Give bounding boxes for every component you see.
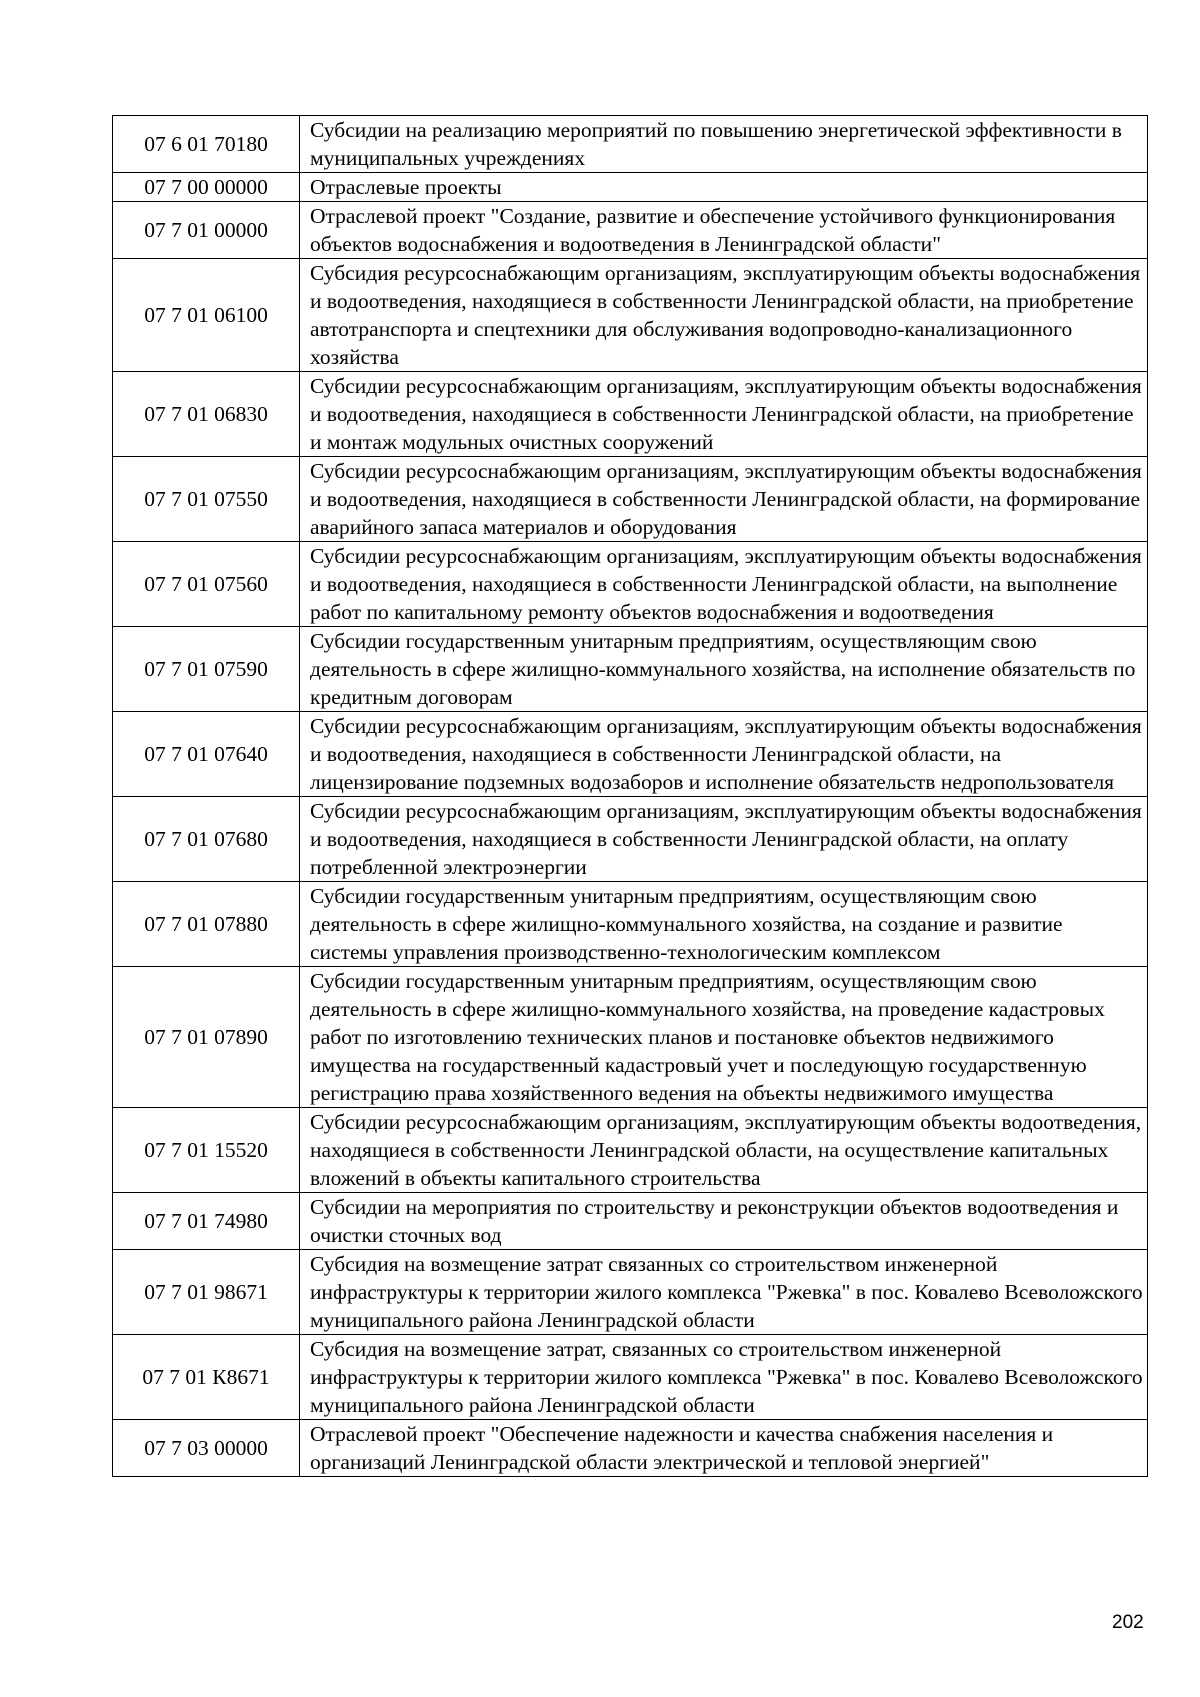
table-row <box>113 259 1148 372</box>
row-description-cell: Субсидии на мероприятия по строительству и реконструкции объектов водоотведения и очистки сточных вод <box>300 1193 1148 1250</box>
table-row <box>113 173 1148 202</box>
table-row <box>113 542 1148 627</box>
row-code-cell: 07 7 03 00000 <box>113 1420 300 1477</box>
table-row <box>113 627 1148 712</box>
row-code-cell: 07 7 01 07880 <box>113 882 300 967</box>
table-row <box>113 967 1148 1108</box>
row-code-cell: 07 7 01 06100 <box>113 259 300 372</box>
table-row <box>113 882 1148 967</box>
table-row <box>113 797 1148 882</box>
row-description-cell: Субсидии на реализацию мероприятий по повышению энергетической эффективности в муниципальных учреждениях <box>300 116 1148 173</box>
row-description-cell: Субсидия ресурсоснабжающим организациям, эксплуатирующим объекты водоснабжения и водоотведения, находящиеся в собственности Ленинградской области, на приобретение автотранспорта и спецтехники для обслуживания водопроводно-канализационного хозяйства <box>300 259 1148 372</box>
table-row <box>113 1420 1148 1477</box>
table-row <box>113 116 1148 173</box>
row-description-cell: Субсидии ресурсоснабжающим организациям, эксплуатирующим объекты водоснабжения и водоотведения, находящиеся в собственности Ленинградской области, на оплату потребленной электроэнергии <box>300 797 1148 882</box>
row-code-cell: 07 7 01 07680 <box>113 797 300 882</box>
row-code-cell: 07 7 01 К8671 <box>113 1335 300 1420</box>
row-code-cell: 07 7 01 74980 <box>113 1193 300 1250</box>
row-code-cell: 07 7 01 98671 <box>113 1250 300 1335</box>
row-description-cell: Субсидии ресурсоснабжающим организациям, эксплуатирующим объекты водоснабжения и водоотведения, находящиеся в собственности Ленинградской области, на выполнение работ по капитальному ремонту объектов водоснабжения и водоотведения <box>300 542 1148 627</box>
row-description-cell: Субсидии ресурсоснабжающим организациям, эксплуатирующим объекты водоотведения, находящиеся в собственности Ленинградской области, на осуществление капитальных вложений в объекты капитального строительства <box>300 1108 1148 1193</box>
budget-classification-table <box>112 115 1148 1477</box>
row-code-cell: 07 7 01 07550 <box>113 457 300 542</box>
table-row <box>113 457 1148 542</box>
row-code-cell: 07 7 01 15520 <box>113 1108 300 1193</box>
table-row <box>113 712 1148 797</box>
row-description-cell: Субсидии государственным унитарным предприятиям, осуществляющим свою деятельность в сфере жилищно-коммунального хозяйства, на проведение кадастровых работ по изготовлению технических планов и постановке объектов недвижимого имущества на государственный кадастровый учет и последующую государственную регистрацию права хозяйственного ведения на объекты недвижимого имущества <box>300 967 1148 1108</box>
row-description-cell: Отраслевой проект "Создание, развитие и обеспечение устойчивого функционирования объектов водоснабжения и водоотведения в Ленинградской области" <box>300 202 1148 259</box>
row-code-cell: 07 7 01 07560 <box>113 542 300 627</box>
table-body <box>113 116 1148 1477</box>
row-description-cell: Субсидии государственным унитарным предприятиям, осуществляющим свою деятельность в сфере жилищно-коммунального хозяйства, на исполнение обязательств по кредитным договорам <box>300 627 1148 712</box>
table-row <box>113 1250 1148 1335</box>
row-code-cell: 07 6 01 70180 <box>113 116 300 173</box>
row-code-cell: 07 7 00 00000 <box>113 173 300 202</box>
row-code-cell: 07 7 01 07890 <box>113 967 300 1108</box>
row-description-cell: Субсидия на возмещение затрат, связанных со строительством инженерной инфраструктуры к территории жилого комплекса "Ржевка" в пос. Ковалево Всеволожского муниципального района Ленинградской области <box>300 1335 1148 1420</box>
table-row <box>113 1335 1148 1420</box>
row-description-cell: Субсидия на возмещение затрат связанных со строительством инженерной инфраструктуры к территории жилого комплекса "Ржевка" в пос. Ковалево Всеволожского муниципального района Ленинградской области <box>300 1250 1148 1335</box>
row-code-cell: 07 7 01 07590 <box>113 627 300 712</box>
table-row <box>113 202 1148 259</box>
row-description-cell: Субсидии государственным унитарным предприятиям, осуществляющим свою деятельность в сфере жилищно-коммунального хозяйства, на создание и развитие системы управления производственно-технологическим комплексом <box>300 882 1148 967</box>
row-description-cell: Отраслевые проекты <box>300 173 1148 202</box>
row-code-cell: 07 7 01 06830 <box>113 372 300 457</box>
page-number: 202 <box>1112 1612 1144 1633</box>
row-code-cell: 07 7 01 07640 <box>113 712 300 797</box>
table-row <box>113 372 1148 457</box>
row-description-cell: Отраслевой проект "Обеспечение надежности и качества снабжения населения и организаций Ленинградской области электрической и тепловой энергией" <box>300 1420 1148 1477</box>
row-description-cell: Субсидии ресурсоснабжающим организациям, эксплуатирующим объекты водоснабжения и водоотведения, находящиеся в собственности Ленинградской области, на формирование аварийного запаса материалов и оборудования <box>300 457 1148 542</box>
row-description-cell: Субсидии ресурсоснабжающим организациям, эксплуатирующим объекты водоснабжения и водоотведения, находящиеся в собственности Ленинградской области, на лицензирование подземных водозаборов и исполнение обязательств недропользователя <box>300 712 1148 797</box>
row-code-cell: 07 7 01 00000 <box>113 202 300 259</box>
table-row <box>113 1108 1148 1193</box>
table-row <box>113 1193 1148 1250</box>
row-description-cell: Субсидии ресурсоснабжающим организациям, эксплуатирующим объекты водоснабжения и водоотведения, находящиеся в собственности Ленинградской области, на приобретение и монтаж модульных очистных сооружений <box>300 372 1148 457</box>
